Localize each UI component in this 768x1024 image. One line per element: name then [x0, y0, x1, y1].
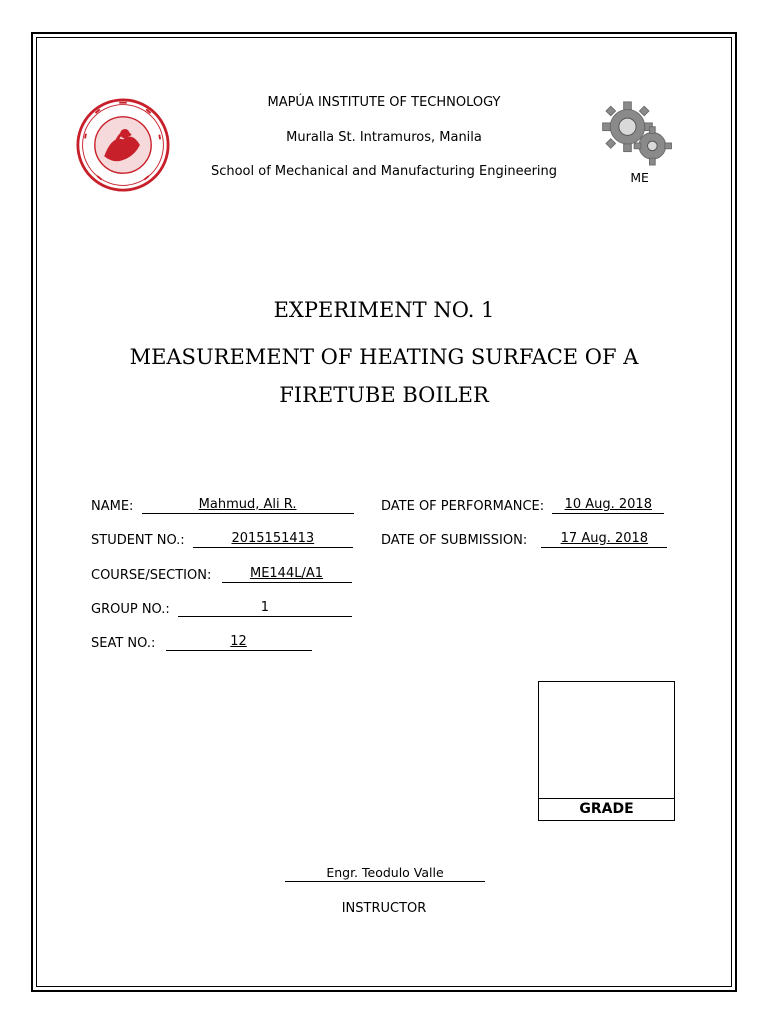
- school-name: School of Mechanical and Manufacturing Engineering: [210, 164, 558, 179]
- institution-address: Muralla St. Intramuros, Manila: [286, 130, 482, 145]
- student-no-value: 2015151413: [231, 531, 315, 546]
- date-submission-value: 17 Aug. 2018: [560, 531, 649, 546]
- name-label: NAME:: [91, 499, 134, 514]
- student-no-field: [91, 531, 353, 549]
- instructor-name: Engr. Teodulo Valle: [285, 865, 485, 882]
- date-performance-field: [381, 497, 664, 515]
- group-no-field: [91, 600, 352, 618]
- student-no-label: STUDENT NO.:: [91, 533, 185, 548]
- group-no-value: 1: [178, 600, 352, 617]
- course-section-label: COURSE/SECTION:: [91, 568, 212, 583]
- institution-name: MAPÚA INSTITUTE OF TECHNOLOGY: [267, 95, 501, 110]
- experiment-title-line2: FIRETUBE BOILER: [279, 383, 489, 407]
- grade-box: [538, 681, 675, 821]
- experiment-title-line1: MEASUREMENT OF HEATING SURFACE OF A: [129, 345, 639, 369]
- seat-no-label: SEAT NO.:: [91, 636, 156, 651]
- date-performance-label: DATE OF PERFORMANCE:: [381, 499, 545, 514]
- name-value: Mahmud, Ali R.: [198, 497, 297, 512]
- name-field: [91, 497, 354, 515]
- instructor-role: INSTRUCTOR: [341, 901, 427, 916]
- group-no-label: GROUP NO.:: [91, 602, 170, 617]
- grade-divider: [539, 798, 674, 799]
- seat-no-field: [91, 634, 312, 652]
- date-submission-field: [381, 531, 667, 549]
- course-section-field: [91, 566, 352, 584]
- grade-label: GRADE: [579, 801, 634, 817]
- experiment-number: EXPERIMENT NO. 1: [273, 298, 495, 322]
- seat-no-value: 12: [230, 634, 247, 649]
- date-performance-value: 10 Aug. 2018: [564, 497, 652, 512]
- dept-logo-text: ME: [630, 170, 649, 186]
- course-section-value: ME144L/A1: [249, 566, 324, 581]
- date-submission-label: DATE OF SUBMISSION:: [381, 533, 528, 548]
